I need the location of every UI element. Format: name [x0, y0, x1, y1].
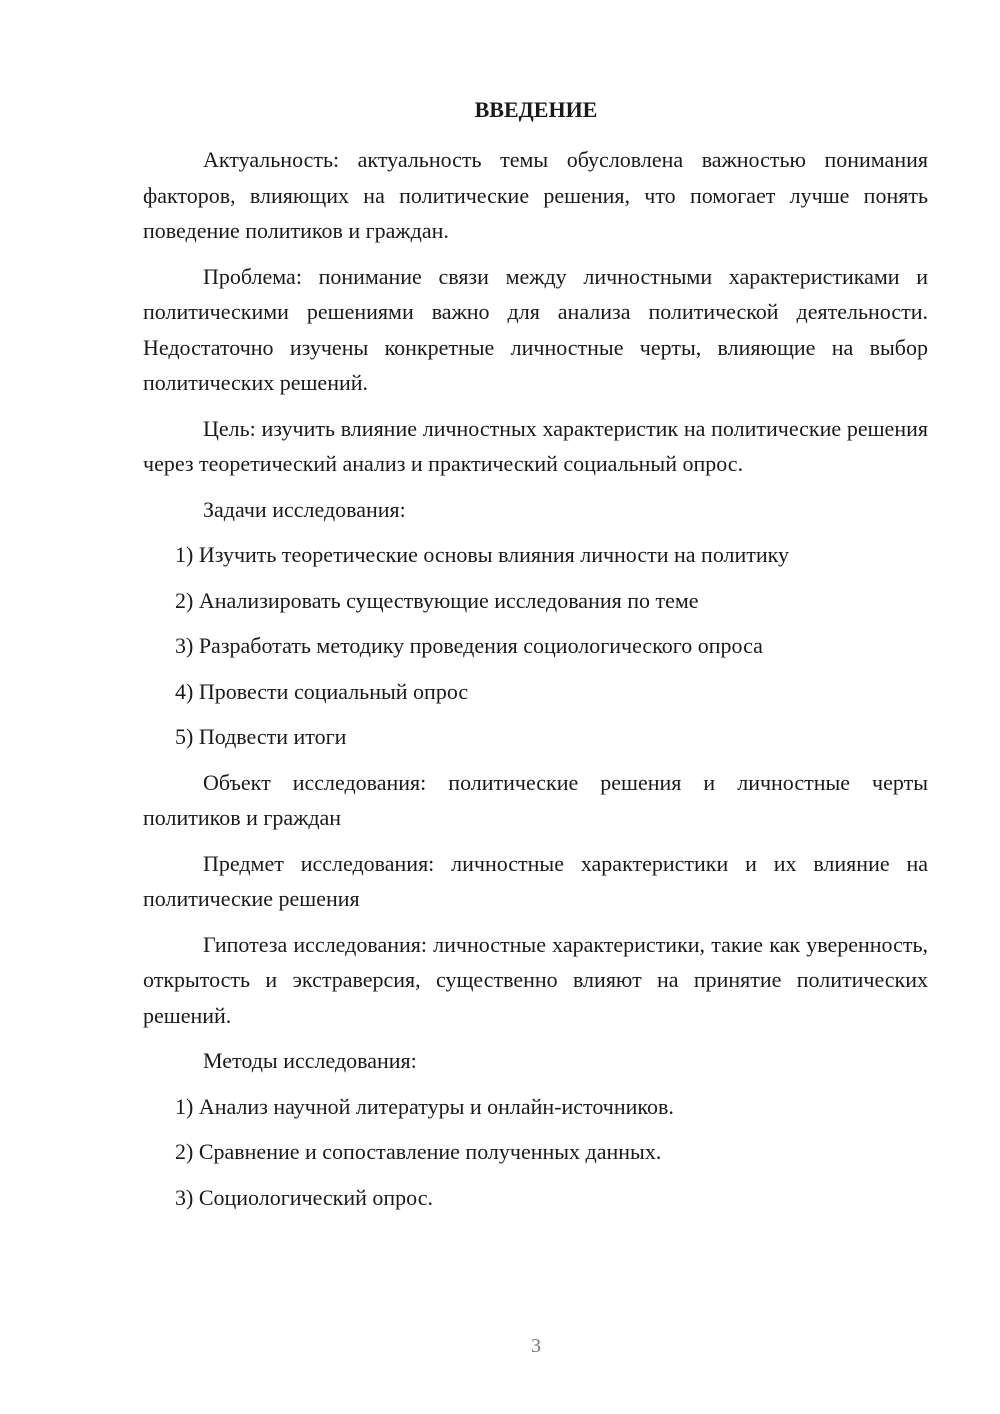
paragraph-relevance: Актуальность: актуальность темы обусловлена важностью понимания факторов, влияющих на политические решения, что помогает лучше понять поведение политиков и граждан. [143, 147, 928, 243]
methods-list [143, 1089, 928, 1216]
list-item: 3) Разработать методику проведения социологического опроса [175, 633, 763, 658]
list-item: 5) Подвести итоги [175, 724, 347, 749]
tasks-label: Задачи исследования: [203, 496, 406, 522]
methods-label: Методы исследования: [203, 1048, 417, 1073]
paragraph-object: Объект исследования: политические решения и личностные черты политиков и граждан [143, 769, 928, 830]
list-item: 1) Анализ научной литературы и онлайн-источников. [175, 1093, 674, 1119]
list-item: 2) Анализировать существующие исследования по теме [175, 587, 699, 613]
list-item: 1) Изучить теоретические основы влияния личности на политику [175, 542, 790, 567]
list-item: 3) Социологический опрос. [175, 1184, 433, 1210]
paragraph-hypothesis: Гипотеза исследования: личностные характеристики, такие как уверенность, открытость и экстраверсия, существенно влияют на принятие политических решений. [143, 931, 928, 1028]
paragraph-problem: Проблема: понимание связи между личностными характеристиками и политическими решениями важно для анализа политической деятельности. Недостаточно изучены конкретные личностные черты, влияющие на выбор политических решений. [143, 263, 928, 395]
section-heading: ВВЕДЕНИЕ [474, 97, 598, 122]
paragraph-goal: Цель: изучить влияние личностных характеристик на политические решения через теоретический анализ и практический социальный опрос. [143, 415, 928, 476]
page-number: 3 [531, 1335, 541, 1357]
document-body [143, 142, 928, 1225]
tasks-list [143, 537, 928, 755]
list-item: 4) Провести социальный опрос [175, 678, 469, 704]
paragraph-subject: Предмет исследования: личностные характеристики и их влияние на политические решения [143, 850, 928, 911]
list-item: 2) Сравнение и сопоставление полученных данных. [175, 1139, 662, 1164]
